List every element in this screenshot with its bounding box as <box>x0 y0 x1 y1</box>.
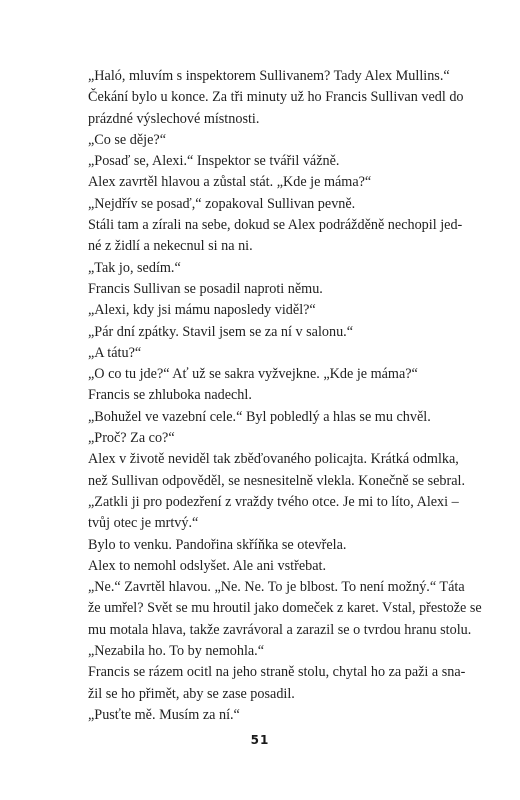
text-line: „A tátu?“ <box>88 344 142 361</box>
text-line: „Pusťte mě. Musím za ní.“ <box>88 706 240 723</box>
text-line: „Co se děje?“ <box>88 131 166 148</box>
text-line: „Alexi, kdy jsi mámu naposledy viděl?“ <box>88 302 316 319</box>
text-line: Alex to nemohl odslyšet. Ale ani vstřebat. <box>88 557 326 574</box>
paragraph <box>88 151 454 172</box>
text-line: než Sullivan odpověděl, se nesnesitelně vlekla. Konečně se sebral. <box>88 472 466 489</box>
text-line: „Proč? Za co?“ <box>88 430 175 447</box>
paragraph <box>88 172 454 193</box>
paragraph <box>88 556 454 577</box>
paragraph <box>88 662 466 705</box>
text-line: „Haló, mluvím s inspektorem Sullivanem? Tady Alex Mullins.“ <box>88 68 450 84</box>
text-line: „Nezabila ho. To by nemohla.“ <box>88 643 265 660</box>
paragraph <box>88 449 466 492</box>
text-line: Stáli tam a zírali na sebe, dokud se Alex podrážděně nechopil jed- <box>88 217 463 234</box>
paragraph <box>88 258 454 279</box>
text-line: „Pár dní zpátky. Stavil jsem se za ní v salonu.“ <box>88 323 354 340</box>
text-line: „O co tu jde?“ Ať už se sakra vyžvejkne. „Kde je máma?“ <box>88 366 418 383</box>
paragraph <box>88 407 454 428</box>
text-line: že umřel? Svět se mu hroutil jako domeček z karet. Vstal, přestože se <box>88 600 482 617</box>
text-line: mu motala hlava, takže zavrávoral a zarazil se o tvrdou hranu stolu. <box>88 621 472 638</box>
text-line: Francis se rázem ocitl na jeho straně stolu, chytal ho za paži a sna- <box>88 664 466 681</box>
text-line: „Nejdřív se posaď,“ zopakoval Sullivan pevně. <box>88 195 356 212</box>
paragraph <box>88 279 454 300</box>
text-line: „Zatkli ji pro podezření z vraždy tvého otce. Je mi to líto, Alexi – <box>88 493 459 510</box>
text-line: né z židlí a nekecnul si na ni. <box>88 238 253 255</box>
paragraph <box>88 385 454 406</box>
paragraph <box>88 130 454 151</box>
paragraph <box>88 87 464 130</box>
paragraph <box>88 66 454 87</box>
paragraph <box>88 343 454 364</box>
text-line: Alex zavrtěl hlavou a zůstal stát. „Kde je máma?“ <box>88 174 372 191</box>
paragraph <box>88 428 454 449</box>
text-line: Alex v životě neviděl tak zběďovaného policajta. Krátká odmlka, <box>88 451 459 468</box>
paragraph <box>88 300 454 321</box>
text-line: tvůj otec je mrtvý.“ <box>88 515 199 532</box>
text-line: Francis Sullivan se posadil naproti němu. <box>88 280 323 297</box>
paragraph <box>88 194 454 215</box>
text-line: „Ne.“ Zavrtěl hlavou. „Ne. Ne. To je blbost. To není možný.“ Táta <box>88 579 465 596</box>
paragraph <box>88 322 454 343</box>
paragraph <box>88 577 482 662</box>
paragraph <box>88 364 454 385</box>
text-line: prázdné výslechové místnosti. <box>88 110 260 127</box>
text-line: žil se ho přimět, aby se zase posadil. <box>88 685 295 702</box>
paragraph <box>88 535 454 556</box>
text-line: Bylo to venku. Pandořina skříňka se otevřela. <box>88 536 347 553</box>
paragraph <box>88 215 463 258</box>
text-line: „Posaď se, Alexi.“ Inspektor se tvářil vážně. <box>88 153 340 170</box>
book-page-text <box>88 66 482 726</box>
page-number: 51 <box>250 733 270 747</box>
text-line: Francis se zhluboka nadechl. <box>88 387 252 404</box>
text-line: „Bohužel ve vazební cele.“ Byl pobledlý a hlas se mu chvěl. <box>88 408 431 425</box>
text-line: „Tak jo, sedím.“ <box>88 259 181 276</box>
text-line: Čekání bylo u konce. Za tři minuty už ho Francis Sullivan vedl do <box>88 89 464 106</box>
paragraph <box>88 705 454 726</box>
paragraph <box>88 492 459 535</box>
